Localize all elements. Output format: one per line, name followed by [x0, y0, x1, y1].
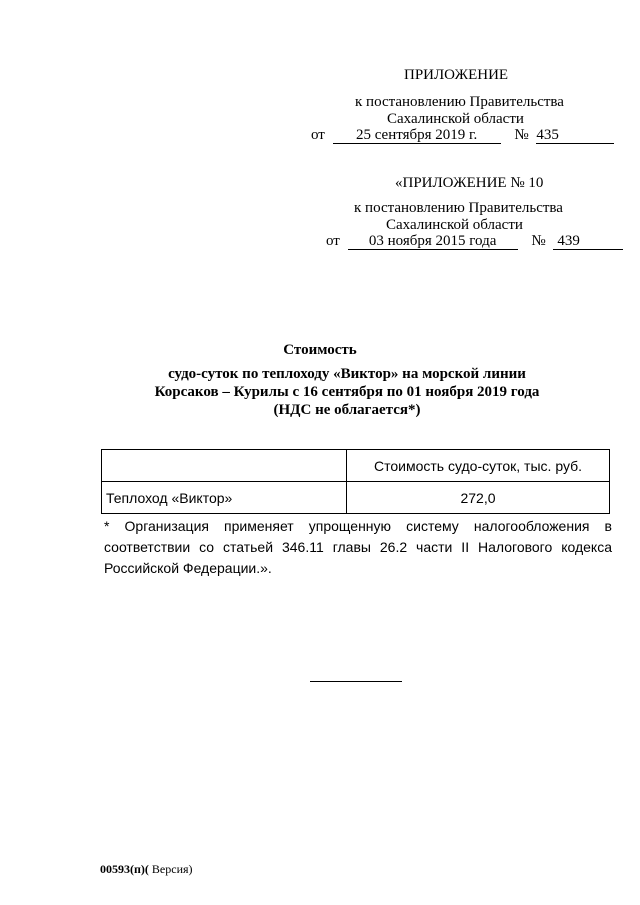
doc-title-line-4: (НДС не облагается*) — [273, 402, 421, 418]
doc-title-line-2: судо-суток по теплоходу «Виктор» на морской линии — [168, 366, 526, 382]
table-header-row — [102, 450, 610, 482]
cost-table — [101, 449, 610, 514]
appendix-line-2: Сахалинской области — [387, 111, 524, 127]
decree-prev-date: 03 ноября 2015 года — [348, 233, 518, 250]
table-row — [102, 482, 610, 514]
number-label: № — [531, 233, 546, 249]
doc-title-line-3: Корсаков – Курилы с 16 сентября по 01 ноября 2019 года — [154, 384, 540, 400]
from-label: от — [311, 127, 325, 143]
decree-prev-number: 439 — [553, 233, 623, 250]
appendix-prev-title: «ПРИЛОЖЕНИЕ № 10 — [395, 175, 544, 191]
table-header-cell — [102, 450, 347, 482]
appendix-title: ПРИЛОЖЕНИЕ — [404, 67, 509, 83]
end-divider — [310, 681, 402, 682]
footnote: * Организация применяет упрощенную систему налогообложения в соответствии со статьей 346.11 главы 26.2 части II Налогового кодекса Российской Федерации.». — [104, 518, 612, 576]
number-label: № — [514, 127, 529, 143]
appendix-line-1: к постановлению Правительства — [355, 94, 564, 110]
decree-date: 25 сентября 2019 г. — [333, 127, 501, 144]
appendix-prev-line-2: Сахалинской области — [386, 217, 523, 233]
appendix-prev-reference-row — [326, 233, 623, 250]
document-stamp — [100, 862, 193, 877]
appendix-reference-row — [311, 127, 614, 144]
from-label: от — [326, 233, 340, 249]
appendix-prev-line-1: к постановлению Правительства — [354, 200, 563, 216]
cost-value-cell: 272,0 — [347, 482, 610, 514]
doc-title-line-1: Стоимость — [283, 342, 357, 358]
vessel-name-cell: Теплоход «Виктор» — [102, 482, 347, 514]
decree-number: 435 — [536, 127, 614, 144]
stamp-suffix: Версия) — [148, 862, 193, 876]
stamp-code: 00593(п)( — [100, 862, 149, 876]
table-header-cell: Стоимость судо-суток, тыс. руб. — [347, 450, 610, 482]
